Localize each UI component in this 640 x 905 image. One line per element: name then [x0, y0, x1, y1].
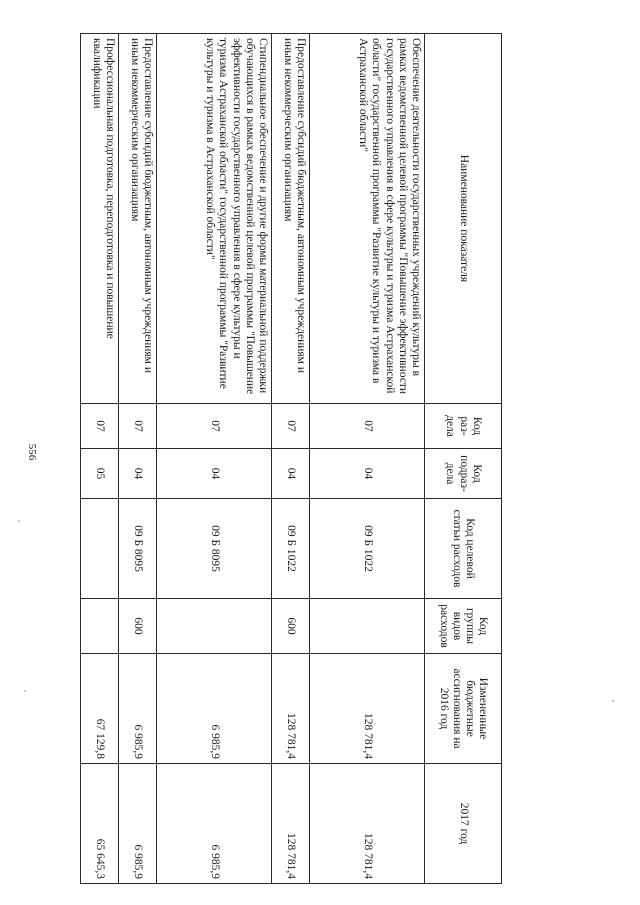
- cell-vid: 600: [119, 599, 157, 654]
- header-izmenennye: Измененные бюджетные ассигнования на 2016 год: [425, 654, 502, 764]
- page-number: 556: [26, 443, 38, 461]
- cell-razdel: 07: [157, 404, 272, 449]
- cell-podrazdel: 04: [157, 449, 272, 499]
- header-celevaya: Код целевой статьи расходов: [425, 499, 502, 599]
- cell-podrazdel: 04: [119, 449, 157, 499]
- cell-razdel: 07: [81, 404, 119, 449]
- cell-celevaya: 09 Б 1022: [310, 499, 425, 599]
- cell-2017: 128 781,4: [272, 764, 310, 884]
- cell-podrazdel: 05: [81, 449, 119, 499]
- cell-vid: 600: [272, 599, 310, 654]
- cell-podrazdel: 04: [272, 449, 310, 499]
- cell-2017: 6 985,9: [157, 764, 272, 884]
- cell-izmenennye: 67 129,8: [81, 654, 119, 764]
- scan-speck: [612, 700, 614, 702]
- cell-name: Предоставление субсидий бюджетным, автономным учреждениям и иным некоммерческим организациям: [272, 34, 310, 404]
- scan-speck: [18, 520, 20, 522]
- cell-2017: 6 985,9: [119, 764, 157, 884]
- header-razdel: Код раз-дела: [425, 404, 502, 449]
- cell-razdel: 07: [310, 404, 425, 449]
- cell-izmenennye: 128 781,4: [310, 654, 425, 764]
- cell-vid: [310, 599, 425, 654]
- cell-izmenennye: 6 985,9: [119, 654, 157, 764]
- header-podrazdel: Код подраз-дела: [425, 449, 502, 499]
- table-row: [119, 34, 157, 884]
- cell-name: Профессиональная подготовка, переподготовка и повышение квалификации: [81, 34, 119, 404]
- cell-celevaya: [81, 499, 119, 599]
- cell-izmenennye: 128 781,4: [272, 654, 310, 764]
- table-row: [272, 34, 310, 884]
- cell-name: Предоставление субсидий бюджетным, автономным учреждениям и иным некоммерческим организациям: [119, 34, 157, 404]
- budget-table: [80, 33, 502, 884]
- table-row: [157, 34, 272, 884]
- cell-celevaya: 09 Б 1022: [272, 499, 310, 599]
- cell-celevaya: 09 Б 8095: [157, 499, 272, 599]
- cell-2017: 128 781,4: [310, 764, 425, 884]
- cell-celevaya: 09 Б 8095: [119, 499, 157, 599]
- header-2017: 2017 год: [425, 764, 502, 884]
- cell-name: Стипендиальное обеспечение и другие формы материальной поддержки обучающихся в рамках ведомственной целевой программы "Повышение эффективности государственного управления в сфере культуры и туризма Астраханской области" государственной программы "Развитие культуры и туризма в Астраханской области": [157, 34, 272, 404]
- table-row: [81, 34, 119, 884]
- scan-speck: [24, 690, 26, 692]
- cell-razdel: 07: [272, 404, 310, 449]
- budget-table-container: [82, 33, 502, 883]
- cell-vid: [157, 599, 272, 654]
- cell-izmenennye: 6 985,9: [157, 654, 272, 764]
- header-name: Наименование показателя: [425, 34, 502, 404]
- table-row: [310, 34, 425, 884]
- cell-name: Обеспечение деятельности государственных учреждений культуры в рамках ведомственной целевой программы "Повышение эффективности государственного управления в сфере культуры и туризма Астраханской области" государственной программы "Развитие культуры и туризма в Астраханской области": [310, 34, 425, 404]
- cell-podrazdel: 04: [310, 449, 425, 499]
- cell-2017: 65 645,3: [81, 764, 119, 884]
- cell-vid: [81, 599, 119, 654]
- cell-razdel: 07: [119, 404, 157, 449]
- table-header-row: [425, 34, 502, 884]
- header-vid: Код группы видов расходов: [425, 599, 502, 654]
